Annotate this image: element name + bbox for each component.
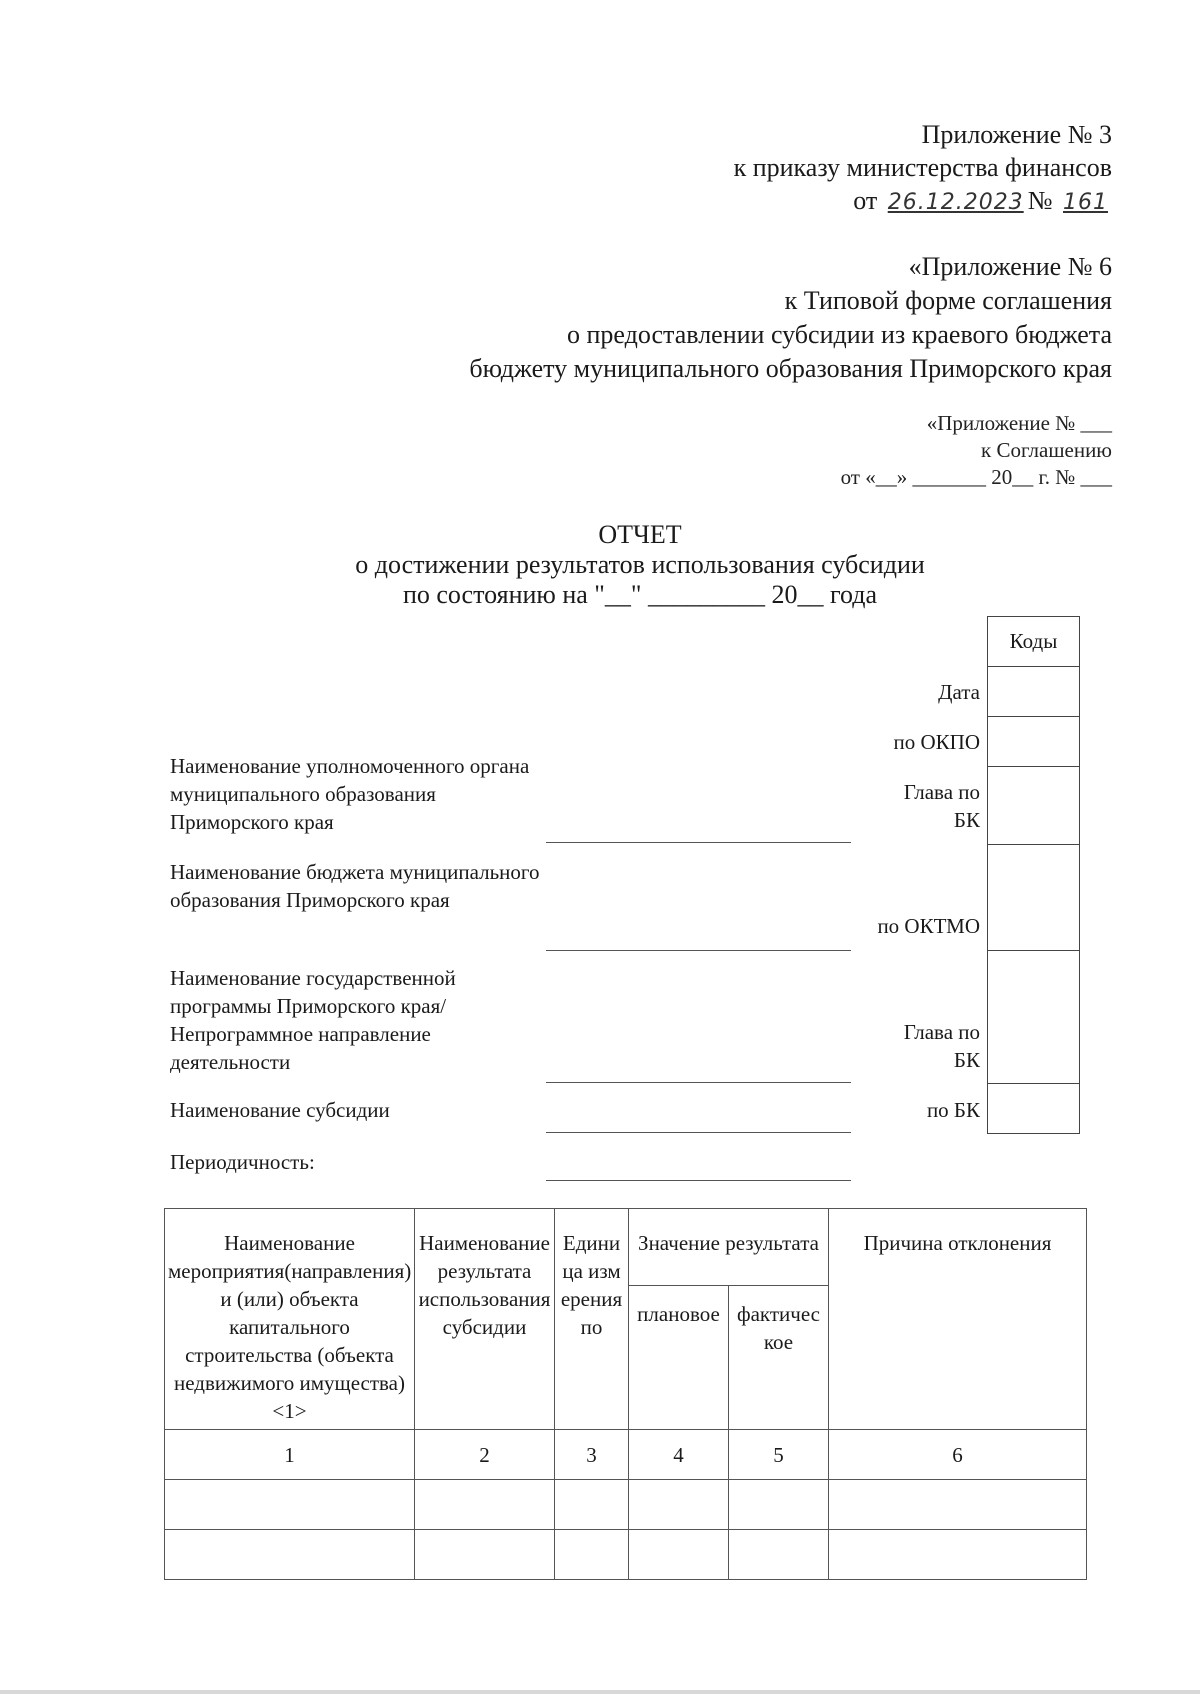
order-annex-subtitle: к приказу министерства финансов [733,153,1112,182]
oktmo-label: по ОКТМО [877,914,980,938]
col-header-unit: Единица измерения по [555,1209,629,1430]
program-field-line[interactable] [546,1082,851,1083]
table-cell[interactable] [555,1480,629,1530]
handwritten-number: 161 [1063,190,1108,215]
col-header-planned: плановое [629,1286,729,1430]
authority-field-line[interactable] [546,842,851,843]
agreement-annex-line1: «Приложение № ___ [926,411,1112,435]
order-annex-title: Приложение № 3 [921,120,1112,149]
date-label: Дата [938,680,980,704]
table-cell[interactable] [415,1530,555,1580]
table-cell[interactable] [829,1480,1087,1530]
code-glava-bk-cell-2[interactable] [988,951,1080,1084]
periodicity-label: Периодичность: [170,1150,315,1174]
col-number-5: 5 [729,1430,829,1480]
table-row [165,1530,1087,1580]
codes-header: Коды [988,617,1080,667]
budget-field-line[interactable] [546,950,851,951]
results-table [164,1208,1087,1580]
authority-label: Наименование уполномоченного органа муниципального образования Приморского края [170,754,530,834]
table-cell[interactable] [829,1530,1087,1580]
table-cell[interactable] [629,1530,729,1580]
code-glava-bk-cell-1[interactable] [988,767,1080,845]
table-cell[interactable] [729,1530,829,1580]
code-okpo-cell[interactable] [988,717,1080,767]
report-subtitle: о достижении результатов использования субсидии [355,550,925,579]
periodicity-field-line[interactable] [546,1180,851,1181]
form-annex-line2: к Типовой форме соглашения [784,286,1112,315]
col-number-1: 1 [165,1430,415,1480]
col-header-reason: Причина отклонения [829,1209,1087,1430]
okpo-label: по ОКПО [893,730,980,754]
agreement-annex-line3: от «__» _______ 20__ г. № ___ [840,465,1112,489]
table-cell[interactable] [165,1480,415,1530]
col-header-measure: Наименование мероприятия(направления) и (или) объекта капитального строительства (объекта недвижимого имущества) <1> [165,1209,415,1430]
subsidy-label: Наименование субсидии [170,1098,390,1122]
order-annex-date-line [734,184,1112,219]
subsidy-field-line[interactable] [546,1132,851,1133]
table-cell[interactable] [165,1530,415,1580]
scan-edge-line [0,1690,1200,1694]
table-row [165,1480,1087,1530]
col-number-4: 4 [629,1430,729,1480]
order-annex-header [734,118,1112,219]
table-cell[interactable] [555,1530,629,1580]
report-date-line: по состоянию на "__" _________ 20__ года [402,580,878,609]
col-header-actual: фактическое [729,1286,829,1430]
glava-bk-label-2: Глава по БК [903,1020,980,1072]
agreement-annex-line2: к Соглашению [981,438,1112,462]
glava-bk-label-1: Глава по БК [903,780,980,832]
code-date-cell[interactable] [988,667,1080,717]
table-cell[interactable] [729,1480,829,1530]
col-header-result: Наименование результата использования субсидии [415,1209,555,1430]
codes-table [987,616,1080,1134]
col-number-2: 2 [415,1430,555,1480]
handwritten-date: 26.12.2023 [887,190,1024,215]
col-number-6: 6 [829,1430,1087,1480]
table-cell[interactable] [415,1480,555,1530]
form-annex-line1: «Приложение № 6 [908,252,1112,281]
table-cell[interactable] [629,1480,729,1530]
agreement-annex-header [841,410,1112,491]
number-label: № [1027,186,1053,215]
form-annex-header [469,250,1112,386]
code-oktmo-cell[interactable] [988,845,1080,951]
report-title: ОТЧЕТ [598,520,682,549]
po-bk-label: по БК [926,1098,980,1122]
date-prefix: от [853,186,878,215]
col-header-value-group: Значение результата [629,1209,829,1286]
col-number-3: 3 [555,1430,629,1480]
form-annex-line3: о предоставлении субсидии из краевого бюджета [567,320,1112,349]
budget-label: Наименование бюджета муниципального образования Приморского края [170,860,540,912]
program-label: Наименование государственной программы Приморского края/Непрограммное направление деятельности [170,966,456,1074]
form-annex-line4: бюджету муниципального образования Приморского края [469,354,1112,383]
report-title-block [0,520,1200,610]
code-po-bk-cell[interactable] [988,1084,1080,1134]
